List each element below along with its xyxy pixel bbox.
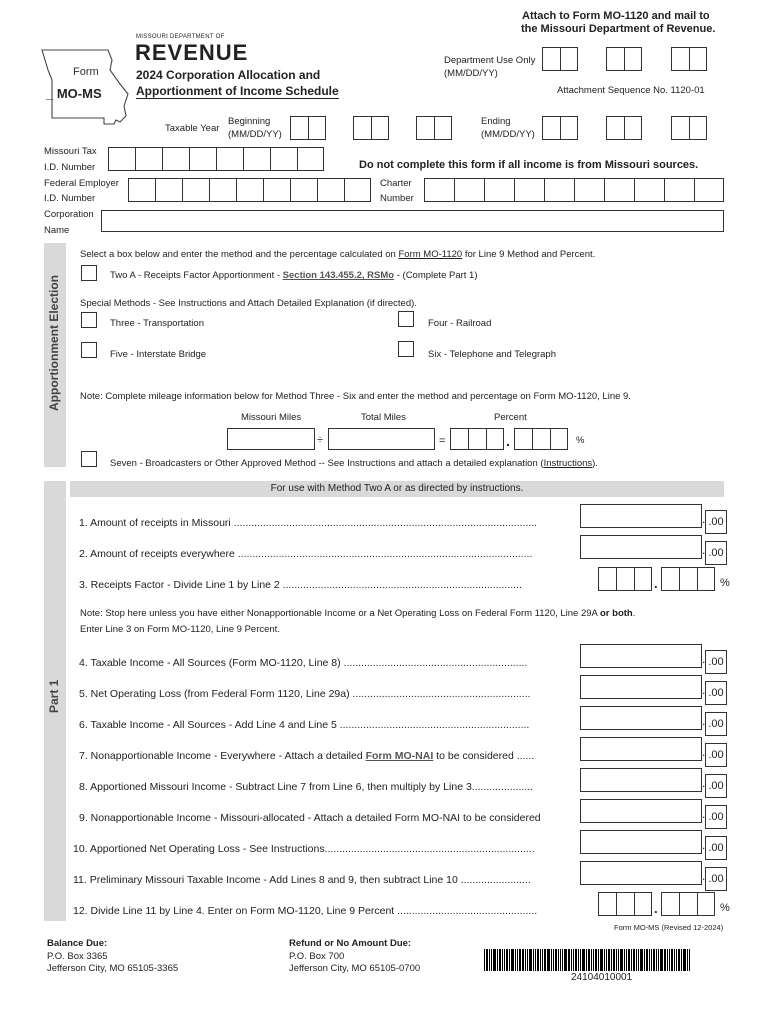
line-4-amount-input[interactable] [580, 644, 702, 668]
decimal-point: . [702, 543, 706, 557]
refund-address-1: P.O. Box 700 [289, 951, 345, 962]
line-9-cents: .00 [705, 805, 727, 829]
balance-due-label: Balance Due: [47, 938, 108, 949]
method-four-checkbox[interactable] [398, 311, 414, 327]
decimal-point: . [702, 652, 706, 666]
mo-tax-id-label-2: I.D. Number [44, 162, 96, 173]
mo-tax-id-label-1: Missouri Tax [44, 146, 97, 157]
refund-label: Refund or No Amount Due: [289, 938, 412, 949]
line-1-label: 1. Amount of receipts in Missouri ........................................................................................................ [79, 517, 538, 529]
line-10-cents: .00 [705, 836, 727, 860]
decimal-point: . [702, 714, 706, 728]
method-three-checkbox[interactable] [81, 312, 97, 328]
fein-label-1: Federal Employer [44, 178, 119, 189]
ending-format: (MM/DD/YY) [481, 129, 535, 140]
charter-number-input[interactable] [424, 178, 724, 202]
form-mo-nai-link[interactable]: Form MO-NAI [365, 750, 434, 762]
line-2-amount-input[interactable] [580, 535, 702, 559]
part1-tab: Part 1 [44, 481, 66, 921]
percent-sign: % [576, 435, 585, 446]
line-3-decimal: . [654, 576, 658, 591]
dept-use-date-year [671, 47, 707, 71]
line-1-amount-input[interactable] [580, 504, 702, 528]
line-6-amount-input[interactable] [580, 706, 702, 730]
line-6-label: 6. Taxable Income - All Sources - Add Line 4 and Line 5 ................................................................. [79, 719, 530, 731]
total-miles-label: Total Miles [361, 412, 406, 423]
attachment-sequence: Attachment Sequence No. 1120-01 [557, 85, 705, 96]
dept-use-only-label: Department Use Only [444, 55, 536, 66]
line-12-label: 12. Divide Line 11 by Line 4. Enter on Form MO-1120, Line 9 Percent ................................................ [73, 905, 538, 917]
decimal-point: . [702, 776, 706, 790]
apportionment-election-tab: Apportionment Election [44, 243, 66, 467]
line-7-label: 7. Nonapportionable Income - Everywhere - Attach a detailed Form MO-NAI to be considered ...... [79, 750, 535, 762]
corp-name-input[interactable] [101, 210, 724, 232]
beginning-day-input[interactable] [353, 116, 389, 140]
refund-address-2: Jefferson City, MO 65105-0700 [289, 963, 421, 974]
line-2-cents: .00 [705, 541, 727, 565]
line-10-amount-input[interactable] [580, 830, 702, 854]
method-three-label: Three - Transportation [110, 318, 204, 329]
revenue-logo: REVENUE [135, 40, 249, 65]
barcode-number: 24104010001 [571, 972, 633, 983]
method-two-a-label: Two A - Receipts Factor Apportionment - Section 143.455.2, RSMo - (Complete Part 1) [110, 270, 478, 281]
method-two-a-checkbox[interactable] [81, 265, 97, 281]
missouri-miles-label: Missouri Miles [241, 412, 302, 423]
mo-tax-id-input[interactable] [108, 147, 324, 171]
ending-label: Ending [481, 116, 511, 127]
line-5-amount-input[interactable] [580, 675, 702, 699]
line-6-cents: .00 [705, 712, 727, 736]
line-10-label: 10. Apportioned Net Operating Loss - See Instructions........................................................................ [73, 843, 535, 855]
ending-month-input[interactable] [542, 116, 578, 140]
method-seven-label: Seven - Broadcasters or Other Approved Method -- See Instructions and attach a detailed explanation (Instructions). [110, 458, 598, 469]
ending-year-input[interactable] [671, 116, 707, 140]
form-title-1: 2024 Corporation Allocation and [136, 68, 321, 82]
beginning-year-input[interactable] [416, 116, 452, 140]
line-5-label: 5. Net Operating Loss (from Federal Form 1120, Line 29a) ............................................................. [79, 688, 531, 700]
balance-due-address-1: P.O. Box 3365 [47, 951, 108, 962]
line-11-label: 11. Preliminary Missouri Taxable Income - Add Lines 8 and 9, then subtract Line 10 ........................ [73, 874, 531, 886]
election-intro: Select a box below and enter the method and the percentage calculated on Form MO-1120 for Line 9 Method and Percent. [80, 249, 596, 260]
percent-decimal-point: . [506, 433, 510, 449]
balance-due-address-2: Jefferson City, MO 65105-3365 [47, 963, 179, 974]
method-five-label: Five - Interstate Bridge [110, 349, 207, 360]
percent-whole-input[interactable] [450, 428, 504, 450]
beginning-format: (MM/DD/YY) [228, 129, 282, 140]
fein-label-2: I.D. Number [44, 193, 96, 204]
line-3-percent-sign: % [720, 577, 730, 589]
method-four-label: Four - Railroad [428, 318, 492, 329]
form-mo1120-link[interactable]: Form MO-1120 [398, 249, 463, 260]
decimal-point: . [702, 838, 706, 852]
dept-small-label: MISSOURI DEPARTMENT OF [136, 34, 225, 40]
line-11-amount-input[interactable] [580, 861, 702, 885]
barcode [484, 949, 719, 971]
equals-sign: = [439, 435, 446, 447]
line-3-label: 3. Receipts Factor - Divide Line 1 by Line 2 .................................................................................. [79, 579, 522, 591]
decimal-point: . [702, 683, 706, 697]
attach-instruction-2: the Missouri Department of Revenue. [521, 23, 716, 35]
dept-use-date-day [606, 47, 642, 71]
all-missouri-notice: Do not complete this form if all income is from Missouri sources. [359, 159, 699, 171]
line-12-percent-fraction[interactable] [661, 892, 715, 916]
form-title-2: Apportionment of Income Schedule [136, 84, 339, 98]
charter-label-2: Number [380, 193, 414, 204]
divide-sign: ÷ [317, 434, 324, 446]
method-five-checkbox[interactable] [81, 342, 97, 358]
missouri-miles-input[interactable] [227, 428, 315, 450]
line-7-amount-input[interactable] [580, 737, 702, 761]
special-methods-label: Special Methods - See Instructions and Attach Detailed Explanation (if directed). [80, 298, 417, 309]
charter-label-1: Charter [380, 178, 412, 189]
mileage-note: Note: Complete mileage information below for Method Three - Six and enter the method and percentage on Form MO-1120, Line 9. [80, 391, 631, 402]
beginning-month-input[interactable] [290, 116, 326, 140]
decimal-point: . [702, 745, 706, 759]
line-2-label: 2. Amount of receipts everywhere ..................................................................................................... [79, 548, 533, 560]
decimal-point: . [702, 512, 706, 526]
line-9-label: 9. Nonapportionable Income - Missouri-allocated - Attach a detailed Form MO-NAI to be considered [79, 812, 541, 824]
line-9-amount-input[interactable] [580, 799, 702, 823]
line-8-amount-input[interactable] [580, 768, 702, 792]
dept-use-date-format: (MM/DD/YY) [444, 68, 498, 79]
line-12-percent-sign: % [720, 902, 730, 914]
line-8-label: 8. Apportioned Missouri Income - Subtract Line 7 from Line 6, then multiply by Line 3..................... [79, 781, 534, 793]
decimal-point: . [702, 869, 706, 883]
percent-fraction-input[interactable] [514, 428, 568, 450]
part1-note: Note: Stop here unless you have either Nonapportionable Income or a Net Operating Loss on Federal Form 1120, Line 29A or both. [80, 608, 636, 619]
line-12-percent-whole[interactable] [598, 892, 652, 916]
line-5-cents: .00 [705, 681, 727, 705]
line-8-cents: .00 [705, 774, 727, 798]
ending-day-input[interactable] [606, 116, 642, 140]
instructions-link[interactable]: Instructions [543, 458, 593, 469]
taxable-year-label: Taxable Year [165, 123, 220, 134]
line-11-cents: .00 [705, 867, 727, 891]
part1-note-line2: Enter Line 3 on Form MO-1120, Line 9 Percent. [80, 624, 280, 635]
line-4-cents: .00 [705, 650, 727, 674]
corp-name-label-1: Corporation [44, 209, 94, 220]
line-3-percent-whole[interactable] [598, 567, 652, 591]
attach-instruction-1: Attach to Form MO-1120 and mail to [522, 10, 710, 22]
method-six-checkbox[interactable] [398, 341, 414, 357]
line-1-cents: .00 [705, 510, 727, 534]
rsmo-link[interactable]: Section 143.455.2, RSMo [282, 270, 395, 281]
corp-name-label-2: Name [44, 225, 70, 236]
decimal-point: . [702, 807, 706, 821]
line-12-decimal: . [654, 901, 658, 916]
line-7-cents: .00 [705, 743, 727, 767]
total-miles-input[interactable] [328, 428, 435, 450]
method-six-label: Six - Telephone and Telegraph [428, 349, 556, 360]
form-revision: Form MO-MS (Revised 12-2024) [614, 923, 724, 932]
form-word: Form [73, 66, 99, 78]
line-3-percent-fraction[interactable] [661, 567, 715, 591]
percent-label: Percent [494, 412, 527, 423]
form-id: _ MO-MS [46, 86, 102, 101]
line-4-label: 4. Taxable Income - All Sources (Form MO-1120, Line 8) ............................................................... [79, 657, 528, 669]
fein-input[interactable] [128, 178, 371, 202]
dept-use-date-month [542, 47, 578, 71]
beginning-label: Beginning [228, 116, 271, 127]
method-seven-checkbox[interactable] [81, 451, 97, 467]
part1-banner: For use with Method Two A or as directed by instructions. [70, 481, 724, 497]
